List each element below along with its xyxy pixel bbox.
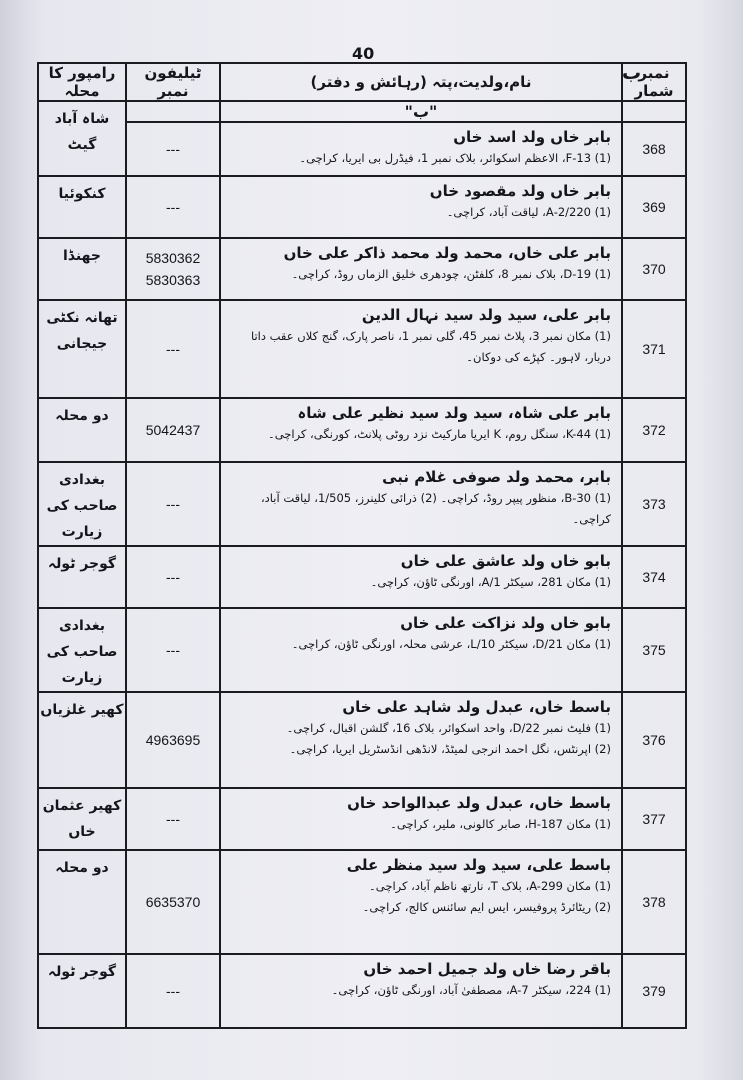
entry-cell: [220, 788, 622, 850]
phone-number: ---: [166, 341, 180, 357]
entry-address: (1) B-30، منظور پیپر روڈ، کراچی۔ (2) ذرائی کلینرز، 1/505، لیاقت آباد، کراچی۔: [260, 491, 611, 526]
entry-name: بابو خاں ولد عاشق علی خاں: [400, 552, 611, 570]
area-cell: کنکوئیا: [38, 176, 126, 238]
entry-name: باسط خاں، عبدل ولد شاہد علی خاں: [342, 698, 611, 716]
entry-address: (1) F-13، الاعظم اسکوائر، بلاک نمبر 1، فیڈرل بی ایریا، کراچی۔: [299, 151, 611, 165]
phone-number: ---: [166, 983, 180, 999]
phone-number: ---: [166, 569, 180, 585]
table-row: [38, 788, 686, 850]
serial-number: 378: [622, 850, 686, 954]
table-row: [38, 608, 686, 692]
header-name: نام،ولدیت،پتہ (رہائش و دفتر): [220, 63, 622, 101]
phone-number: ---: [166, 811, 180, 827]
phone-number: ---: [166, 496, 180, 512]
area-cell: تھانہ نکٹی جیجانی: [38, 300, 126, 398]
entry-name: باقر رضا خاں ولد جمیل احمد خاں: [363, 960, 611, 978]
table-row: [38, 850, 686, 954]
phone-cell: [126, 546, 220, 608]
entry-name: بابر علی، سید ولد سید نہال الدین: [361, 306, 611, 324]
table-row: [38, 176, 686, 238]
entry-cell: [220, 850, 622, 954]
serial-number: 369: [622, 176, 686, 238]
phone-number: 6635370: [145, 894, 201, 910]
table-row: [38, 546, 686, 608]
area-cell: کھیر غلزیاں: [38, 692, 126, 788]
phone-number: 5042437: [145, 422, 201, 438]
phone-cell: [126, 176, 220, 238]
table-header-row: [38, 63, 686, 101]
phone-number: ---: [166, 141, 180, 157]
table-cell: [622, 101, 686, 122]
serial-number: 370: [622, 238, 686, 300]
area-cell: گوجر ٹولہ: [38, 954, 126, 1028]
serial-number: 375: [622, 608, 686, 692]
phone-cell: [126, 850, 220, 954]
page-number: 40: [352, 44, 375, 63]
section-marker-row: [38, 101, 686, 122]
phone-cell: [126, 608, 220, 692]
header-phone: ٹیلیفون نمبر: [126, 63, 220, 101]
phone-cell: [126, 300, 220, 398]
entry-cell: [220, 300, 622, 398]
entry-address: (1) مکان A-299، بلاک T، نارتھ ناظم آباد، کراچی۔: [369, 879, 611, 893]
serial-number: 374: [622, 546, 686, 608]
table-row: [38, 398, 686, 462]
entry-address: (1) مکان نمبر 3، پلاٹ نمبر 45، گلی نمبر 1، ناصر پارک، گنج کلاں عقب داتا: [250, 329, 611, 343]
phone-cell: [126, 398, 220, 462]
area-cell: گوجر ٹولہ: [38, 546, 126, 608]
serial-number: 376: [622, 692, 686, 788]
table-row: [38, 238, 686, 300]
entry-name: بابر علی شاہ، سید ولد سید نظیر علی شاہ: [297, 404, 611, 422]
serial-number: 373: [622, 462, 686, 546]
area-cell: کھیر عثمان خاں: [38, 788, 126, 850]
entry-address: (1) D-19، بلاک نمبر 8، کلفٹن، چودھری خلیق الزماں روڈ، کراچی۔: [291, 267, 611, 281]
header-serial: نمبر شمار: [622, 63, 686, 101]
serial-number: 377: [622, 788, 686, 850]
entry-address: (1) فلیٹ نمبر D/22، واحد اسکوائر، بلاک 16، گلشن اقبال، کراچی۔: [286, 721, 611, 735]
phone-cell: [126, 692, 220, 788]
entry-cell: [220, 122, 622, 176]
entry-cell: [220, 398, 622, 462]
directory-table: [37, 62, 687, 1029]
area-cell: بغدادی صاحب کی زیارت: [38, 608, 126, 692]
phone-number-2: 5830363: [145, 272, 201, 288]
entry-name: بابر خاں ولد مقصود خاں: [429, 182, 611, 200]
table-row: [38, 300, 686, 398]
entry-address: (1) 224، سیکٹر A-7، مصطفیٰ آباد، اورنگی ٹاؤن، کراچی۔: [331, 983, 611, 997]
header-area: رامپور کا محلہ: [38, 63, 126, 101]
serial-number: 371: [622, 300, 686, 398]
entry-cell: [220, 546, 622, 608]
entry-address: (1) مکان 281، سیکٹر 1/A، اورنگی ٹاؤن، کراچی۔: [370, 575, 611, 589]
table-row: [38, 122, 686, 176]
section-letter: ب: [622, 62, 642, 84]
entry-cell: [220, 238, 622, 300]
table-row: [38, 462, 686, 546]
area-cell: بغدادی صاحب کی زیارت: [38, 462, 126, 546]
serial-number: 372: [622, 398, 686, 462]
serial-number: 379: [622, 954, 686, 1028]
phone-number: 5830362: [145, 250, 201, 266]
entry-cell: [220, 176, 622, 238]
phone-cell: [126, 238, 220, 300]
table-cell: [126, 101, 220, 122]
entry-address: (1) 2/220-A، لیاقت آباد، کراچی۔: [446, 205, 611, 219]
area-cell: دو محلہ: [38, 850, 126, 954]
phone-cell: [126, 122, 220, 176]
first-area: شاہ آباد گیٹ: [38, 101, 126, 176]
entry-address: (1) K-44، سنگل روم، K ایریا مارکیٹ نزد روٹی پلانٹ، کورنگی، کراچی۔: [267, 427, 611, 441]
entry-address-2: دربار، لاہور۔ کپڑے کی دوکان۔: [466, 350, 611, 364]
phone-number: ---: [166, 199, 180, 215]
phone-number: ---: [166, 642, 180, 658]
phone-cell: [126, 954, 220, 1028]
entry-name: باسط خاں، عبدل ولد عبدالواحد خاں: [347, 794, 611, 812]
area-cell: جھنڈا: [38, 238, 126, 300]
table-row: [38, 692, 686, 788]
entry-address: (1) مکان H-187، صابر کالونی، ملیر، کراچی۔: [390, 817, 611, 831]
entry-name: بابر خاں ولد اسد خاں: [453, 128, 611, 146]
section-marker: "ب": [220, 101, 622, 122]
entry-address-2: (2) ریٹائرڈ پروفیسر، ایس ایم سائنس کالج، کراچی۔: [362, 900, 611, 914]
table-row: [38, 954, 686, 1028]
entry-address: (1) مکان D/21، سیکٹر 10/L، عرشی محلہ، اورنگی ٹاؤن، کراچی۔: [291, 637, 611, 651]
serial-number: 368: [622, 122, 686, 176]
entry-name: بابو خاں ولد نزاکت علی خاں: [400, 614, 611, 632]
entry-name: بابر علی خاں، محمد ولد محمد ذاکر علی خاں: [283, 244, 611, 262]
entry-cell: [220, 692, 622, 788]
area-cell: دو محلہ: [38, 398, 126, 462]
entry-cell: [220, 954, 622, 1028]
entry-cell: [220, 608, 622, 692]
entry-cell: [220, 462, 622, 546]
phone-number: 4963695: [145, 732, 201, 748]
phone-cell: [126, 788, 220, 850]
entry-name: باسط علی، سید ولد سید منظر علی: [346, 856, 611, 874]
entry-name: بابر، محمد ولد صوفی غلام نبی: [382, 468, 611, 486]
phone-cell: [126, 462, 220, 546]
entry-address-2: (2) اپرنٹس، نگل احمد انرجی لمیٹڈ، لانڈھی انڈسٹریل ایریا، کراچی۔: [289, 742, 611, 756]
